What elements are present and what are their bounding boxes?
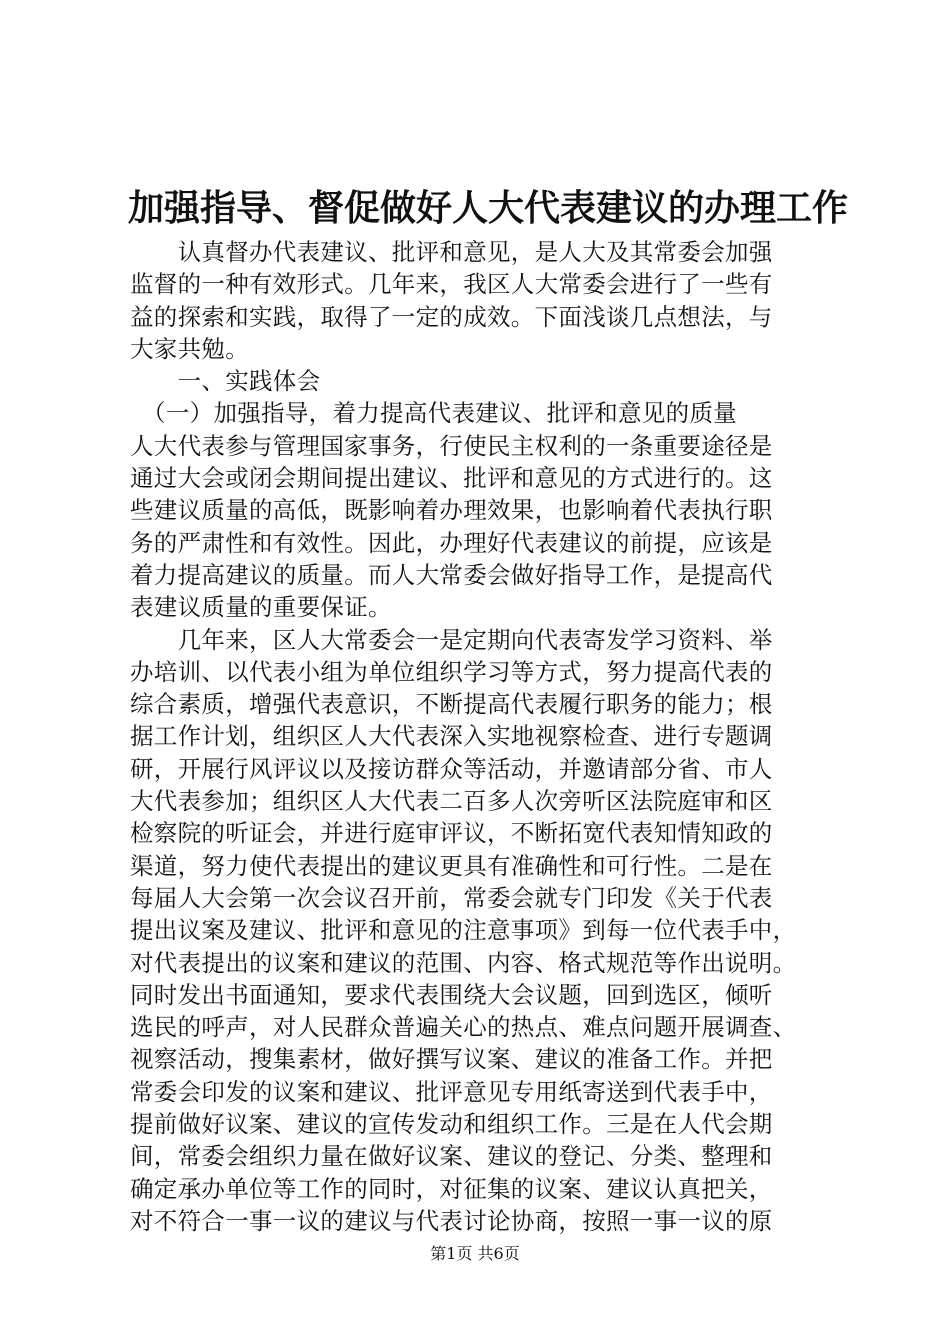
body-line: 表建议质量的重要保证。: [130, 593, 392, 622]
body-line: 通过大会或闭会期间提出建议、批评和意见的方式进行的。这: [130, 464, 773, 493]
document-body: [130, 236, 832, 1237]
body-line: 提出议案及建议、批评和意见的注意事项》到每一位代表手中，: [130, 916, 797, 945]
body-line: 间，常委会组织力量在做好议案、建议的登记、分类、整理和: [130, 1142, 773, 1171]
body-line: 监督的一种有效形式。几年来，我区人大常委会进行了一些有: [130, 270, 773, 299]
body-line: 些建议质量的高低，既影响着办理效果，也影响着代表执行职: [130, 496, 773, 525]
body-line: 渠道，努力使代表提出的建议更具有准确性和可行性。二是在: [130, 851, 773, 880]
body-line: 视察活动，搜集素材，做好撰写议案、建议的准备工作。并把: [130, 1045, 773, 1074]
page-footer: 第1页 共6页: [430, 1244, 520, 1263]
body-line: 人大代表参与管理国家事务，行使民主权利的一条重要途径是: [130, 431, 773, 460]
body-line: 办培训、以代表小组为单位组织学习等方式，努力提高代表的: [130, 657, 773, 686]
body-line: 常委会印发的议案和建议、批评意见专用纸寄送到代表手中，: [130, 1077, 773, 1106]
body-line: 据工作计划，组织区人大代表深入实地视察检查、进行专题调: [130, 722, 773, 751]
body-line: 选民的呼声，对人民群众普遍关心的热点、难点问题开展调查、: [130, 1013, 797, 1042]
body-line: 研，开展行风评议以及接访群众等活动，并邀请部分省、市人: [130, 754, 773, 783]
body-line: 每届人大会第一次会议召开前，常委会就专门印发《关于代表: [130, 883, 773, 912]
body-line: 大代表参加；组织区人大代表二百多人次旁听区法院庭审和区: [130, 787, 773, 816]
body-line: 同时发出书面通知，要求代表围绕大会议题，回到选区，倾听: [130, 980, 773, 1009]
body-line: 对不符合一事一议的建议与代表讨论协商，按照一事一议的原: [130, 1206, 773, 1235]
body-line: 确定承办单位等工作的同时，对征集的议案、建议认真把关，: [130, 1174, 773, 1203]
document-title: 加强指导、督促做好人大代表建议的办理工作: [128, 187, 849, 229]
body-line: 检察院的听证会，并进行庭审评议，不断拓宽代表知情知政的: [130, 819, 773, 848]
body-line: 大家共勉。: [130, 334, 249, 363]
body-line: 对代表提出的议案和建议的范围、内容、格式规范等作出说明。: [130, 948, 797, 977]
body-line: 几年来，区人大常委会一是定期向代表寄发学习资料、举: [130, 625, 773, 654]
body-line: 一、实践体会: [130, 367, 321, 396]
body-line: （一）加强指导，着力提高代表建议、批评和意见的质量: [130, 399, 738, 428]
body-line: 着力提高建议的质量。而人大常委会做好指导工作，是提高代: [130, 560, 773, 589]
body-line: 认真督办代表建议、批评和意见，是人大及其常委会加强: [130, 238, 773, 266]
body-line: 益的探索和实践，取得了一定的成效。下面浅谈几点想法，与: [130, 302, 773, 331]
body-line: 综合素质，增强代表意识，不断提高代表履行职务的能力；根: [130, 690, 773, 719]
body-line: 务的严肃性和有效性。因此，办理好代表建议的前提，应该是: [130, 528, 773, 557]
body-line: 提前做好议案、建议的宣传发动和组织工作。三是在人代会期: [130, 1110, 773, 1139]
